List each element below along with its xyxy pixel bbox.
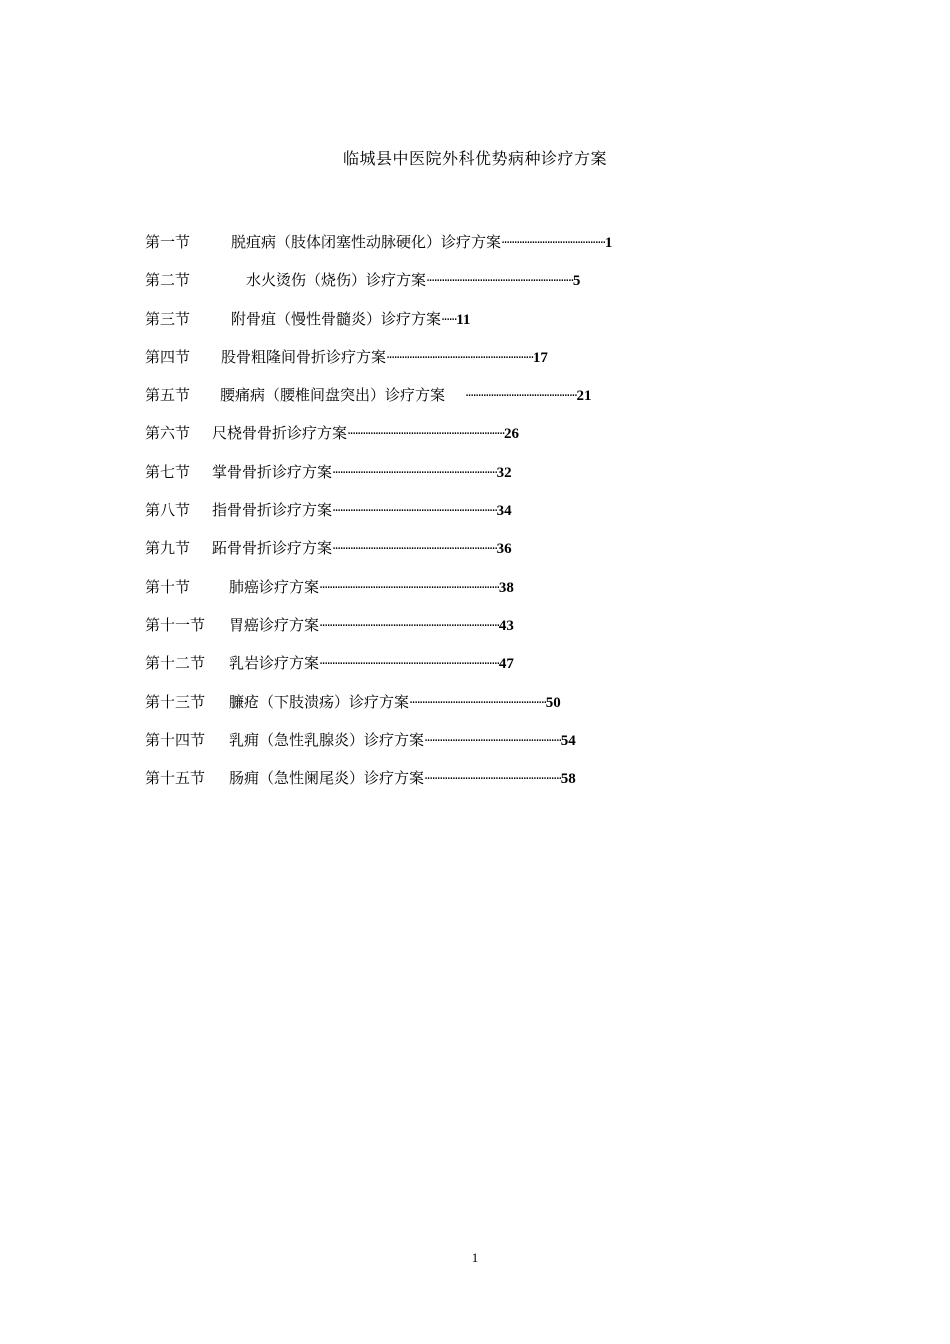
toc-section-label: 第五节	[145, 386, 191, 405]
toc-section-label: 第四节	[145, 347, 191, 366]
toc-entry[interactable]	[145, 575, 805, 613]
toc-page-number: 47	[498, 656, 514, 673]
toc-leader-dots: ······	[441, 312, 457, 328]
toc-leader-dots: ············································	[465, 389, 577, 405]
toc-entry[interactable]	[145, 268, 805, 306]
toc-section-label: 第十二节	[145, 654, 206, 673]
toc-entry-title: 水火烫伤（烧伤）诊疗方案	[246, 271, 427, 290]
toc-entry[interactable]	[145, 498, 805, 536]
toc-leader-dots: ··························································	[386, 350, 533, 366]
toc-page-number: 17	[532, 349, 548, 366]
toc-section-label: 第十四节	[145, 730, 206, 749]
toc-section-label: 第二节	[145, 271, 191, 290]
toc-page-number: 1	[604, 235, 613, 251]
toc-entry[interactable]	[145, 766, 805, 804]
toc-leader-dots: ·································································	[332, 542, 497, 558]
toc-section-label: 第三节	[145, 309, 191, 328]
toc-entry-title: 股骨粗隆间骨折诊疗方案	[221, 347, 387, 366]
toc-leader-dots: ·································································	[332, 465, 497, 481]
toc-section-label: 第一节	[145, 233, 191, 251]
toc-page-number: 32	[496, 464, 512, 481]
toc-section-label: 第七节	[145, 462, 191, 481]
toc-entry-title: 指骨骨折诊疗方案	[212, 501, 333, 520]
toc-entry-title: 附骨疽（慢性骨髓炎）诊疗方案	[231, 309, 442, 328]
toc-entry[interactable]	[145, 536, 805, 574]
toc-section-label: 第六节	[145, 424, 191, 443]
toc-entry-title: 乳痈（急性乳腺炎）诊疗方案	[229, 730, 425, 749]
page-number-footer: 1	[471, 1250, 479, 1265]
toc-entry-title: 臁疮（下肢溃疡）诊疗方案	[229, 692, 410, 711]
toc-page-number: 50	[545, 694, 561, 711]
toc-entry[interactable]	[145, 383, 805, 421]
toc-page-number: 26	[504, 426, 520, 443]
toc-entry-title: 脱疽病（肢体闭塞性动脉硬化）诊疗方案	[231, 233, 502, 251]
toc-entry-title: 胃癌诊疗方案	[229, 615, 320, 634]
toc-leader-dots: ······························································	[347, 427, 505, 443]
toc-entry-title: 尺桡骨骨折诊疗方案	[212, 424, 348, 443]
toc-leader-dots: ·········································	[501, 236, 605, 251]
toc-entry-title: 掌骨骨折诊疗方案	[212, 462, 333, 481]
toc-entry-title: 腰痛病（腰椎间盘突出）诊疗方案	[220, 386, 446, 405]
toc-entry[interactable]	[145, 345, 805, 383]
toc-entry-title: 乳岩诊疗方案	[229, 654, 320, 673]
toc-entry[interactable]	[145, 728, 805, 766]
toc-leader-dots: ······················································	[424, 733, 561, 749]
toc-entry[interactable]	[145, 651, 805, 689]
toc-entry-title: 跖骨骨折诊疗方案	[212, 539, 333, 558]
toc-entry[interactable]	[145, 690, 805, 728]
toc-leader-dots: ······················································	[409, 695, 546, 711]
toc-page-number: 38	[498, 579, 514, 596]
toc-page-number: 11	[456, 311, 471, 328]
toc-page-number: 54	[560, 732, 576, 749]
document-title: 临城县中医院外科优势病种诊疗方案	[342, 149, 607, 168]
toc-leader-dots: ··························································	[426, 274, 573, 290]
table-of-contents	[145, 230, 805, 804]
toc-leader-dots: ·································································	[332, 504, 497, 520]
toc-leader-dots: ·······································································	[319, 657, 499, 673]
toc-entry[interactable]	[145, 421, 805, 459]
toc-page-number: 43	[498, 617, 514, 634]
toc-section-label: 第十一节	[145, 615, 206, 634]
toc-page-number: 21	[576, 388, 592, 405]
toc-entry[interactable]	[145, 613, 805, 651]
toc-entry[interactable]	[145, 307, 805, 345]
toc-entry[interactable]	[145, 460, 805, 498]
toc-leader-dots: ······················································	[424, 772, 561, 788]
toc-page-number: 34	[496, 503, 512, 520]
toc-leader-dots: ·······································································	[319, 618, 499, 634]
toc-section-label: 第十节	[145, 577, 191, 596]
toc-entry-title: 肺癌诊疗方案	[229, 577, 320, 596]
toc-entry[interactable]	[145, 230, 805, 268]
toc-section-label: 第十五节	[145, 769, 206, 788]
toc-section-label: 第九节	[145, 539, 191, 558]
toc-page-number: 58	[560, 771, 576, 788]
toc-entry-title: 肠痈（急性阑尾炎）诊疗方案	[229, 769, 425, 788]
toc-section-label: 第十三节	[145, 692, 206, 711]
toc-section-label: 第八节	[145, 501, 191, 520]
toc-page-number: 36	[496, 541, 512, 558]
toc-leader-dots: ·······································································	[319, 580, 499, 596]
toc-page-number: 5	[572, 273, 581, 290]
